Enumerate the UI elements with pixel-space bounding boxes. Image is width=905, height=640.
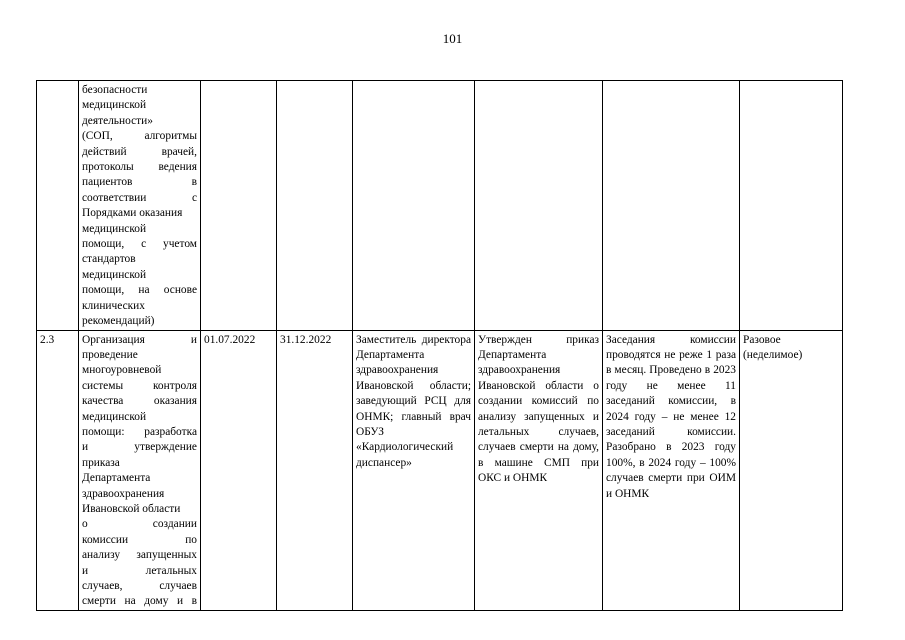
cell-type [740,81,843,331]
measure-line: действий врачей, [82,145,197,158]
measure-line: медицинской [82,410,147,423]
measure-line: системы контроля [82,379,197,392]
cell-end-date [277,81,353,331]
cell-start-date: 01.07.2022 [201,330,277,610]
cell-end-date: 31.12.2022 [277,330,353,610]
measure-line: и утверждение [82,441,197,454]
measure-line: приказа [82,456,120,469]
measure-line: медицинской [82,268,147,281]
cell-measure [79,81,201,331]
cell-responsible: Заместитель директора Департамента здравоохранения Ивановской области; заведующий РСЦ для ОНМК; главный врач ОБУЗ «Кардиологический диспансер» [353,330,475,610]
measure-line: о создании [82,518,197,531]
cell-responsible [353,81,475,331]
measure-line: Организация и [82,333,197,346]
measure-line: здравоохранения [82,487,165,500]
measure-line: Ивановской области [82,502,181,515]
measure-line: пациентов в [82,176,197,189]
measure-line: стандартов [82,253,136,266]
measure-line: и летальных [82,564,197,577]
cell-indicator [603,81,740,331]
measure-line: Порядками оказания [82,207,183,220]
measure-line: (СОП, алгоритмы [82,130,197,143]
measure-line: деятельности» [82,114,153,127]
measure-line: помощи: разработка [82,425,197,438]
measure-line: смерти на дому и в [82,595,197,608]
measure-line: Департамента [82,472,151,485]
measure-line: медицинской [82,222,147,235]
measure-line: соответствии с [82,191,197,204]
cell-measure [79,330,201,610]
cell-result [475,81,603,331]
cell-type: Разовое (неделимое) [740,330,843,610]
measure-line: протоколы ведения [82,161,197,174]
measure-line: безопасности [82,84,148,96]
measure-line: рекомендаций) [82,315,155,328]
cell-start-date [201,81,277,331]
measure-line: проведение [82,348,138,361]
table-row [37,330,843,610]
page-number: 101 [442,31,463,46]
measures-table [36,80,843,611]
measure-line: качества оказания [82,395,197,408]
cell-num [37,81,79,331]
measure-line: клинических [82,299,145,312]
measure-line: анализу запущенных [82,549,197,562]
measure-line: помощи, на основе [82,284,197,297]
measure-line: медицинской [82,99,147,112]
measure-line: комиссии по [82,533,197,546]
cell-num: 2.3 [37,330,79,610]
measure-line: случаев, случаев [82,580,197,592]
cell-indicator: Заседания комиссии проводятся не реже 1 раза в месяц. Проведено в 2023 году не менее 11 заседаний комиссии, в 2024 году – не менее 12 заседаний комиссии. Разобрано в 2023 году 100%, в 2024 году – 100% случаев смерти при ОИМ и ОНМК [603,330,740,610]
measure-line: помощи, с учетом [82,238,197,251]
cell-result: Утвержден приказ Департамента здравоохранения Ивановской области о создании комиссий по анализу запущенных и летальных случаев, случаев смерти на дому, в машине СМП при ОКС и ОНМК [475,330,603,610]
table-row [37,81,843,331]
measure-line: многоуровневой [82,364,162,377]
